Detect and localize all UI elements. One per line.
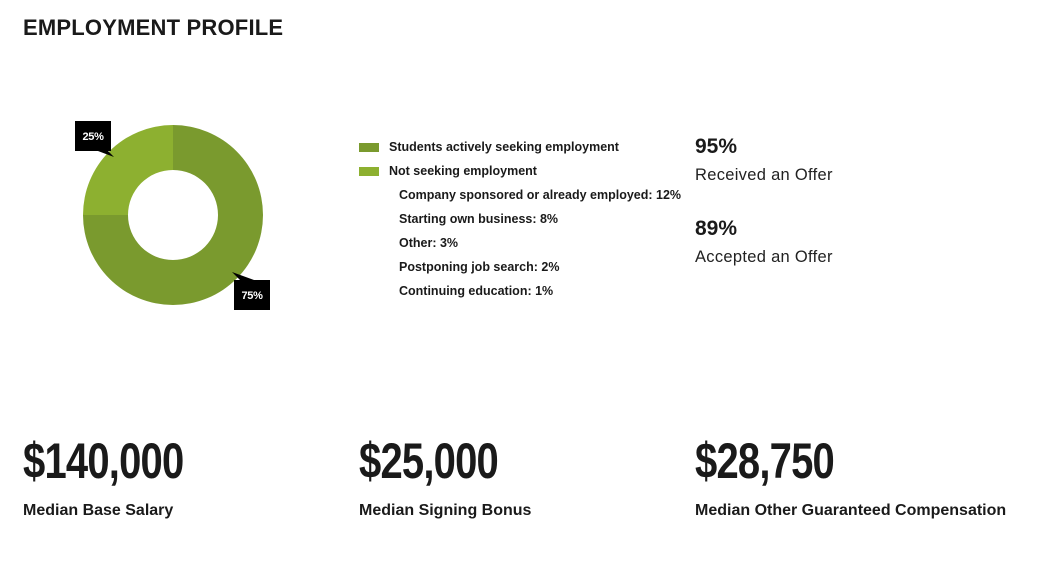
chart-legend (359, 135, 689, 303)
page-title: EMPLOYMENT PROFILE (23, 15, 284, 40)
received-offer-value: 95% (695, 135, 738, 158)
median-base-salary (23, 433, 224, 520)
accepted-offer-label: Accepted an Offer (695, 248, 833, 266)
median-signing-bonus (359, 433, 533, 520)
accepted-offer-value: 89% (695, 217, 738, 240)
median-other-compensation-value: $28,750 (695, 433, 834, 489)
breakdown-item: Continuing education: 1% (399, 284, 554, 298)
legend-swatch-not-seeking (359, 167, 379, 176)
legend-item-not-seeking (359, 159, 689, 183)
donut-chart (0, 0, 300, 330)
slice-value-label: 75% (241, 290, 263, 302)
slice-callout-1 (75, 121, 114, 157)
breakdown-item: Company sponsored or already employed: 12% (399, 188, 682, 202)
median-other-compensation-label: Median Other Guaranteed Compensation (695, 502, 1007, 519)
breakdown-item: Postponing job search: 2% (399, 260, 560, 274)
breakdown-item: Other: 3% (399, 236, 459, 250)
median-other-compensation (695, 433, 1007, 520)
legend-label-not-seeking: Not seeking employment (389, 164, 537, 178)
median-signing-bonus-label: Median Signing Bonus (359, 502, 532, 519)
median-base-salary-value: $140,000 (23, 433, 184, 489)
legend-label-seeking: Students actively seeking employment (389, 140, 619, 154)
median-signing-bonus-value: $25,000 (359, 433, 498, 489)
slice-callout-0 (232, 272, 270, 310)
received-offer-label: Received an Offer (695, 166, 833, 184)
breakdown-item: Starting own business: 8% (399, 212, 559, 226)
not-seeking-breakdown (359, 183, 689, 303)
legend-swatch-seeking (359, 143, 379, 152)
legend-item-seeking (359, 135, 689, 159)
median-base-salary-label: Median Base Salary (23, 502, 174, 519)
accepted-offer-stat (695, 218, 833, 267)
received-offer-stat (695, 136, 833, 185)
slice-value-label: 25% (82, 131, 104, 143)
